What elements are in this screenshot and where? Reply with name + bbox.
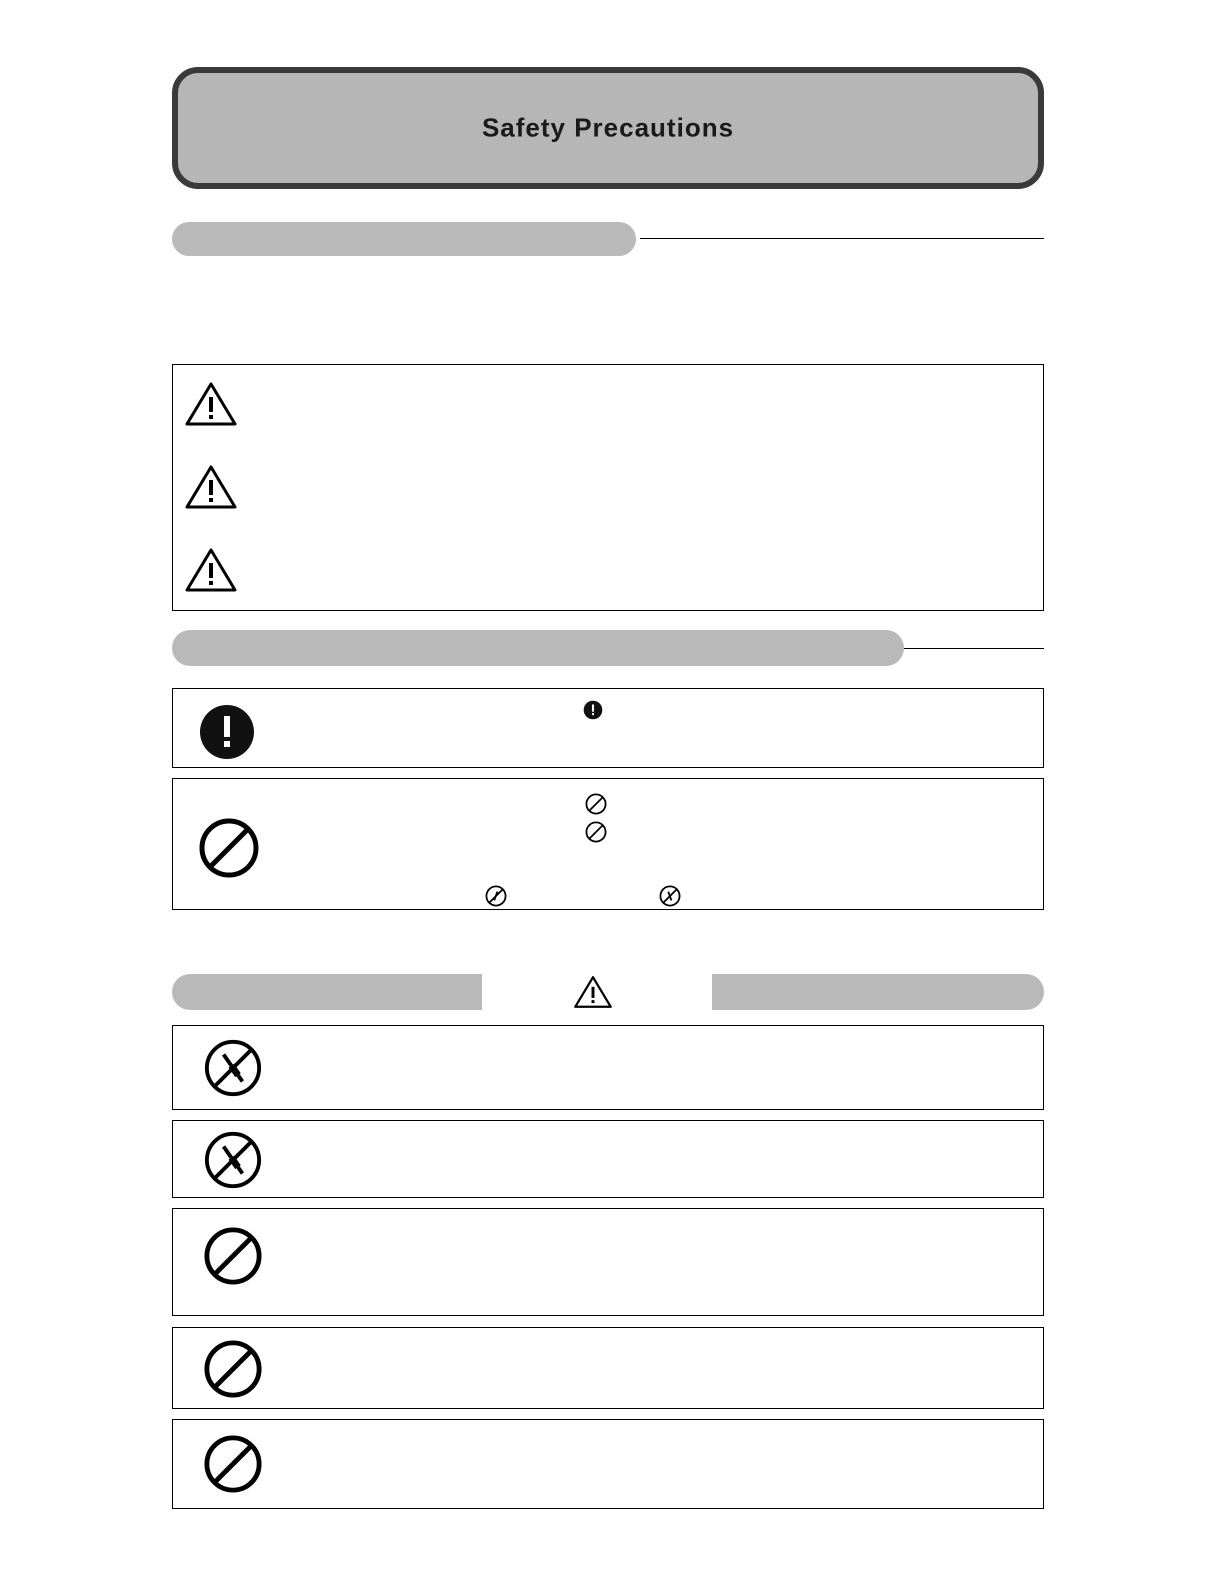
prohibition-circle-icon xyxy=(203,1339,263,1399)
prohibition-circle-icon xyxy=(585,793,607,815)
warning-triangle-icon xyxy=(573,975,613,1009)
no-wet-hands-icon xyxy=(659,885,681,907)
section-rule-1 xyxy=(640,238,1044,239)
no-disassemble-screwdriver-icon xyxy=(203,1038,263,1098)
warning-triangle-icon xyxy=(185,547,237,593)
caution-item-box xyxy=(172,1327,1044,1409)
caution-item-box xyxy=(172,1025,1044,1110)
section-header-symbols xyxy=(172,222,636,256)
mandatory-exclamation-icon xyxy=(583,700,603,720)
mandatory-symbol-box xyxy=(172,688,1044,768)
no-disassemble-icon xyxy=(485,885,507,907)
section-header-symbol-meanings xyxy=(172,630,904,666)
page-title: Safety Precautions xyxy=(481,112,735,143)
mandatory-exclamation-icon xyxy=(198,703,256,761)
section-rule-2 xyxy=(900,648,1044,649)
prohibition-circle-icon xyxy=(198,817,260,879)
section-header-caution xyxy=(172,974,1044,1010)
prohibition-symbol-box xyxy=(172,778,1044,910)
caution-item-box xyxy=(172,1120,1044,1198)
warning-triangle-icon xyxy=(185,464,237,510)
symbols-box xyxy=(172,364,1044,611)
caution-item-box xyxy=(172,1208,1044,1316)
prohibition-circle-icon xyxy=(203,1434,263,1494)
document-title-banner xyxy=(172,67,1044,189)
caution-item-box xyxy=(172,1419,1044,1509)
no-disassemble-screwdriver-icon xyxy=(203,1130,263,1190)
warning-triangle-icon xyxy=(185,381,237,427)
prohibition-circle-icon xyxy=(203,1226,263,1286)
prohibition-circle-icon xyxy=(585,821,607,843)
caution-label xyxy=(482,974,712,1010)
